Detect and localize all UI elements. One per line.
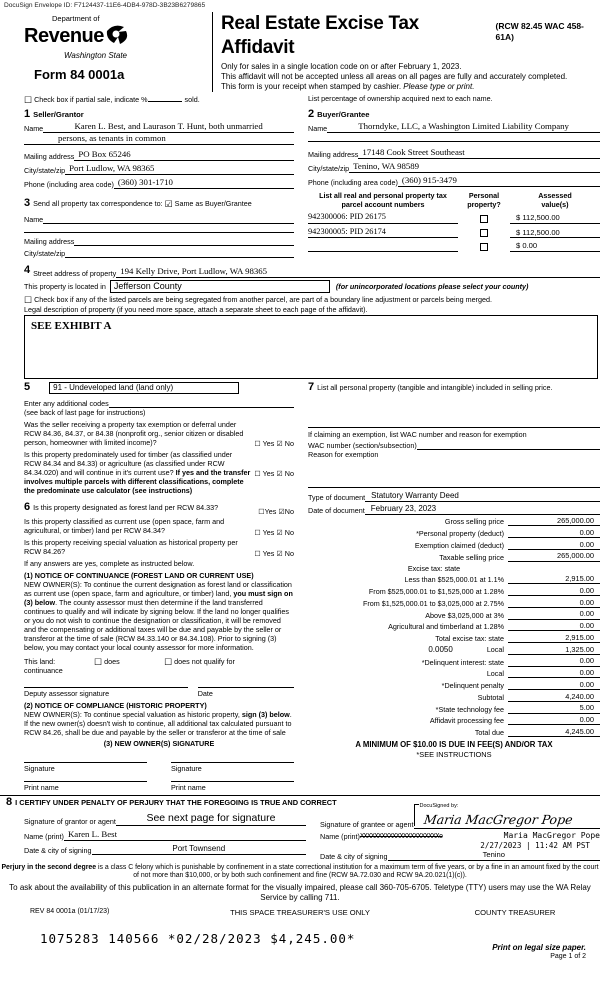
parcel-number-field[interactable]: 942300005: PID 26174	[308, 227, 458, 238]
personal-property-checkbox[interactable]	[480, 229, 488, 237]
assessed-value-field[interactable]: $ 112,500.00	[510, 213, 600, 223]
personal-property-intro: List all personal property (tangible and intangible) included in selling price.	[317, 382, 553, 392]
grantee-signature-cursive: Maria MacGregor Pope	[422, 812, 574, 828]
deputy-assessor-signature-line[interactable]: Deputy assessor signature	[24, 687, 188, 698]
header-note-2: This affidavit will not be accepted unless all areas on all pages are fully and accurately completed.	[221, 71, 568, 81]
current-use-question: Is this property classified as current use (open space, farm and agricultural, or timber) land per RCW 84.34?	[24, 517, 225, 536]
seller-phone-label: Phone (including area code)	[24, 180, 114, 190]
grantor-signature-label: Signature of grantor or agent	[24, 817, 116, 827]
docusign-envelope-id: DocuSign Envelope ID: F7124437-11E6-4DB4-978D-3B23B6279865	[4, 2, 206, 9]
buyer-name-label: Name	[308, 124, 328, 134]
correspondence-name-label: Name	[24, 215, 44, 225]
parcel-row	[308, 241, 600, 251]
correspondence-name-field[interactable]	[43, 216, 294, 224]
segregated-checkbox[interactable]: ☐	[24, 294, 33, 305]
treasurer-stamp: 1075283 140566 *02/28/2023 $4,245.00*	[40, 931, 356, 947]
correspondence-mailing-label: Mailing address	[24, 237, 75, 247]
notice-2-title: (2) NOTICE OF COMPLIANCE (HISTORIC PROPERTY)	[24, 701, 207, 711]
tax-row: Subtotal 4,240.00	[308, 692, 600, 702]
does-not-label: does not qualify for	[174, 657, 235, 667]
section-2-buyer	[308, 108, 600, 258]
section-6-num: 6	[24, 500, 31, 513]
buyer-city-label: City/state/zip	[308, 164, 350, 174]
section-2-num: 2	[308, 107, 315, 120]
grantee-name-struck: XXXXXXXXXXXXXXXXXXXXXXo	[359, 832, 443, 841]
buyer-name-field[interactable]: Thorndyke, LLC, a Washington Limited Liability Company	[327, 121, 600, 133]
timber-question: Is this property predominately used for timber (as classified under RCW 84.34 and 84.33) or agriculture (as classified under RCW 84.34.020) and will continue in it's current use? If yes and the transfer involves multiple parcels with different classifications, complete the predominate use calculator (see instructions)	[24, 449, 251, 495]
section-5-num: 5	[24, 380, 31, 393]
tax-row: From $1,525,000.01 to $3,025,000 at 2.75% 0.00	[308, 598, 600, 608]
current-use-yesno[interactable]: ☐ Yes ☑ No	[254, 528, 294, 538]
dor-logo-icon	[104, 29, 130, 51]
tax-row: Total excise tax: state 2,915.00	[308, 633, 600, 643]
forest-yesno[interactable]: ☐Yes ☑No	[258, 507, 294, 517]
form-number: Form 84 0001a	[34, 66, 125, 82]
land-use-code-select[interactable]: 91 - Undeveloped land (land only)	[49, 382, 239, 394]
print-legal-note: Print on legal size paper.	[492, 943, 586, 953]
local-rate: 0.0050	[428, 644, 453, 654]
docusign-tag: DocuSigned by:	[419, 803, 459, 810]
tax-row: *Delinquent penalty 0.00	[308, 680, 600, 690]
buyer-mailing-label: Mailing address	[308, 150, 359, 160]
tax-value: 0.00	[508, 680, 600, 690]
segregated-label: Check box if any of the listed parcels are being segregated from another parcel, are part of a boundary line adjustment or parcels being merged.	[34, 294, 492, 304]
exemption-note: If claiming an exemption, list WAC number and reason for exemption	[308, 429, 527, 439]
tax-value: 4,240.00	[508, 692, 600, 702]
legal-description-label: Legal description of property (if you need more space, attach a separate sheet to each page of the affidavit).	[24, 304, 368, 314]
forest-question: Is this property designated as forest land per RCW 84.33?	[33, 502, 219, 512]
see-instructions-note: *SEE INSTRUCTIONS	[416, 749, 492, 759]
section-3	[24, 197, 294, 211]
page-number: Page 1 of 2	[550, 953, 586, 961]
partial-sale-checkbox[interactable]: ☐	[24, 94, 33, 105]
accessibility-note: To ask about the availability of this publication in an alternate format for the visually impaired, please call 360-705-6705. Teletype (TTY) users may use the WA Relay Service by calling 711.	[9, 883, 591, 902]
right-column	[308, 381, 600, 793]
personal-property-checkbox[interactable]	[480, 215, 488, 223]
seller-city-field[interactable]: Port Ludlow, WA 98365	[65, 163, 294, 175]
grantee-datetime: 2/27/2023 | 11:42 AM PST	[480, 840, 590, 850]
tax-row: Taxable selling price 265,000.00	[308, 551, 600, 561]
tax-row: *State technology fee 5.00	[308, 703, 600, 713]
tax-row: From $525,000.01 to $1,525,000 at 1.28% 0.00	[308, 586, 600, 596]
ownership-note: List percentage of ownership acquired next to each name.	[308, 93, 493, 103]
tax-value: 0.00	[508, 586, 600, 596]
doc-type-field[interactable]: Statutory Warranty Deed	[365, 491, 600, 502]
dept-of-label: Department of	[52, 14, 100, 24]
page-title: Real Estate Excise Tax Affidavit	[221, 13, 419, 58]
tax-value: 265,000.00	[508, 551, 600, 561]
buyer-phone-field[interactable]: (360) 915-3479	[398, 175, 600, 187]
tax-row: Agricultural and timberland at 1.28% 0.00	[308, 621, 600, 631]
does-not-checkbox[interactable]: ☐	[164, 657, 173, 668]
exemption-question: Was the seller receiving a property tax exemption or deferral under RCW 84.36, 84.37, or 84.38 (nonprofit org., senior citizen or disabled person, homeowner with limited income)?	[24, 419, 244, 447]
reason-exemption-label: Reason for exemption	[308, 449, 379, 459]
historic-question: Is this property receiving special valuation as historical property per RCW 84.26?	[24, 538, 238, 557]
title-rcw-ref: (RCW 82.45 WAC 458-61A)	[495, 21, 584, 42]
header-note-1: Only for sales in a single location code on or after February 1, 2023.	[221, 61, 462, 71]
street-address-label: Street address of property	[33, 268, 117, 278]
assessed-value-field[interactable]: $ 0.00	[510, 241, 600, 251]
tax-value: 0.00	[508, 540, 600, 550]
grantee-name-label: Name (print)	[320, 831, 360, 841]
doc-type-label: Type of document	[308, 492, 366, 502]
continuance-label: continuance	[24, 666, 63, 676]
reason-blank-area[interactable]	[308, 459, 600, 485]
legal-description-value: SEE EXHIBIT A	[31, 319, 112, 332]
header-divider	[212, 12, 213, 92]
tax-value: 4,245.00	[508, 727, 600, 737]
notice-1-body: NEW OWNER(S): To continue the current designation as forest land or classification as current use (open space, farm and agriculture, or timber) land, you must sign on (3) below. The county assessor must then determine if the land transferred continues to qualify and will indicate by signing below. If the land no longer qualifies or you do not wish to continue the designation or classification, it will be removed and the compensating or additional taxes will be due and payable by the seller or transferor at the time of sale (RCW 84.33.140 or 84.34.108). Prior to signing (3) below, you may contact your local county assessor for more information.	[24, 580, 293, 653]
tax-row: Affidavit processing fee 0.00	[308, 715, 600, 725]
notice-2-body: NEW OWNER(S): To continue special valuation as historic property, sign (3) below. If the new owner(s) doesn't wish to continue, all additional tax calculated pursuant to RCW 84.26, shall be due and payable by the seller or transferor at the time of sale	[24, 710, 292, 738]
certify-statement: I CERTIFY UNDER PENALTY OF PERJURY THAT THE FOREGOING IS TRUE AND CORRECT	[15, 798, 337, 808]
section-4	[24, 264, 600, 379]
tax-row: Total due 4,245.00	[308, 727, 600, 737]
partial-sale-percent-field[interactable]	[148, 94, 182, 102]
correspondence-mailing-field[interactable]	[74, 238, 294, 246]
county-note: (for unincorporated locations please select your county)	[335, 281, 529, 291]
county-select[interactable]: Jefferson County	[110, 280, 330, 293]
street-address-field[interactable]: 194 Kelly Drive, Port Ludlow, WA 98365	[116, 266, 600, 278]
wac-number-label: WAC number (section/subsection)	[308, 440, 417, 450]
tax-row: Exemption claimed (deduct) 0.00	[308, 540, 600, 550]
perjury-statement: Perjury in the second degree is a class C felony which is punishable by confinement in a state correctional institution for a maximum term of five years, or by a fine in an amount fixed by the court of not more than $10,000, or by both such confinement and fine (RCW 9A.72.030 and RCW 9A.20.021(1)(c)).	[1, 863, 599, 880]
seller-mailing-field[interactable]: PO Box 65246	[74, 149, 294, 161]
tax-value: 5.00	[508, 703, 600, 713]
tax-row: *Personal property (deduct) 0.00	[308, 528, 600, 538]
section-7-num: 7	[308, 380, 315, 393]
grantee-date-field[interactable]: Tenino	[388, 850, 600, 860]
exemption-yesno[interactable]: ☐ Yes ☑ No	[254, 439, 294, 449]
personal-property-checkbox[interactable]	[480, 243, 488, 251]
seller-name-field-2: persons, as tenants in common	[58, 133, 166, 144]
section-3-label: Send all property tax correspondence to:	[33, 199, 163, 209]
section-3-num: 3	[24, 197, 31, 210]
tax-value: 0.00	[508, 656, 600, 666]
personal-property-blank-area[interactable]	[308, 395, 600, 425]
new-owner-printname-line[interactable]: Print name	[24, 781, 147, 792]
notice-3-title: (3) NEW OWNER(S) SIGNATURE	[103, 739, 215, 749]
revenue-wordmark: Revenue	[24, 24, 104, 47]
seller-name-label: Name	[24, 124, 44, 134]
parcel-table-header: List all real and personal property tax parcel account numbers Personal property? Assessed value(s)	[319, 191, 572, 210]
grantee-name-field[interactable]: Maria MacGregor Pope	[503, 830, 600, 840]
correspondence-city-label: City/state/zip	[24, 249, 66, 259]
additional-codes-label: Enter any additional codes	[24, 398, 109, 408]
grantor-name-field[interactable]: Karen L. Best	[64, 829, 306, 841]
section-1-seller	[24, 108, 294, 258]
notice-1-title: (1) NOTICE OF CONTINUANCE (FOREST LAND OR CURRENT USE)	[24, 571, 254, 581]
tax-row: Local 0.00	[308, 668, 600, 678]
tax-value: 1,325.00	[508, 645, 600, 655]
tax-row: Less than $525,000.01 at 1.1% 2,915.00	[308, 574, 600, 584]
grantor-date-field[interactable]: Port Townsend	[92, 844, 306, 855]
historic-yesno[interactable]: ☐ Yes ☑ No	[254, 549, 294, 559]
assessed-value-field[interactable]: $ 112,500.00	[510, 228, 600, 238]
section-2-title: Buyer/Grantee	[317, 109, 370, 119]
timber-yesno[interactable]: ☐ Yes ☑ No	[254, 468, 294, 478]
located-in-label: This property is located in	[24, 281, 106, 291]
parcel-row	[308, 227, 600, 238]
legal-description-box[interactable]	[24, 315, 598, 379]
does-checkbox[interactable]: ☐	[94, 657, 103, 668]
minimum-due-note: A MINIMUM OF $10.00 IS DUE IN FEE(S) AND/OR TAX	[355, 740, 553, 750]
tax-value: 0.00	[508, 621, 600, 631]
tax-value: 0.00	[508, 715, 600, 725]
tax-row: *Delinquent interest: state 0.00	[308, 656, 600, 666]
buyer-phone-label: Phone (including area code)	[308, 178, 398, 188]
county-treasurer-label: COUNTY TREASURER	[474, 907, 556, 917]
seller-phone-field[interactable]: (360) 301-1710	[114, 177, 294, 189]
tax-value: 265,000.00	[508, 516, 600, 526]
instruct-note: If any answers are yes, complete as instructed below.	[24, 559, 195, 569]
same-as-buyer-checkbox[interactable]: ☑	[164, 199, 173, 210]
doc-date-label: Date of document	[308, 505, 365, 515]
rev-number: REV 84 0001a (01/17/23)	[30, 907, 110, 915]
washington-state-label: Washington State	[64, 50, 128, 60]
tax-value: 0.00	[508, 528, 600, 538]
this-land-label: This land:	[24, 657, 56, 667]
codes-note: (see back of last page for instructions)	[24, 407, 146, 417]
partial-sale-sold: sold.	[184, 94, 200, 104]
grantee-signature-label: Signature of grantee or agent	[320, 819, 414, 829]
deputy-date-line[interactable]: Date	[198, 687, 294, 698]
section-8-num: 8	[6, 796, 13, 809]
buyer-mailing-field[interactable]: 17148 Cook Street Southeast	[358, 147, 600, 159]
left-column	[24, 381, 294, 793]
header-note-3: This form is your receipt when stamped by cashier. Please type or print.	[221, 81, 475, 91]
seller-name-field[interactable]: Karen L. Best, and Laurason T. Hunt, both unmarried	[43, 121, 294, 133]
section-4-num: 4	[24, 264, 31, 277]
doc-date-field[interactable]: February 23, 2023	[365, 504, 600, 515]
docusign-bracket	[414, 804, 419, 826]
tax-value: 0.00	[508, 609, 600, 619]
tax-row-local: 0.0050 Local 1,325.00	[308, 645, 600, 655]
grantor-signature-field[interactable]: See next page for signature	[116, 812, 306, 826]
new-owner-printname-line[interactable]: Print name	[171, 781, 294, 792]
section-1-num: 1	[24, 107, 31, 120]
seller-mailing-label: Mailing address	[24, 152, 75, 162]
does-label: does	[104, 657, 120, 667]
grantee-date-label: Date & city of signing	[320, 851, 388, 861]
grantee-signature-field[interactable]	[414, 803, 600, 829]
grantor-date-label: Date & city of signing	[24, 846, 92, 856]
tax-row: Gross selling price 265,000.00	[308, 516, 600, 526]
grantor-name-label: Name (print)	[24, 832, 64, 842]
new-owner-signature-line[interactable]: Signature	[24, 762, 147, 773]
section-8	[6, 796, 600, 860]
section-1-title: Seller/Grantor	[33, 109, 84, 119]
form-header	[24, 12, 600, 92]
tax-row: Above $3,025,000 at 3% 0.00	[308, 609, 600, 619]
buyer-city-field[interactable]: Tenino, WA 98589	[349, 161, 600, 173]
parcel-number-field[interactable]: 942300006: PID 26175	[308, 212, 458, 223]
parcel-row	[308, 212, 600, 223]
additional-codes-field[interactable]	[109, 400, 294, 408]
wac-number-field[interactable]	[417, 442, 600, 450]
same-as-buyer-label: Same as Buyer/Grantee	[174, 199, 252, 209]
parcel-number-field[interactable]	[308, 251, 458, 252]
seller-city-label: City/state/zip	[24, 166, 66, 176]
correspondence-city-field[interactable]	[65, 250, 294, 258]
partial-sale-label: Check box if partial sale, indicate %	[34, 94, 148, 104]
tax-value: 0.00	[508, 598, 600, 608]
tax-value: 2,915.00	[508, 574, 600, 584]
new-owner-signature-line[interactable]: Signature	[171, 762, 294, 773]
treasurer-space-label: THIS SPACE TREASURER'S USE ONLY	[230, 907, 370, 917]
tax-value: 0.00	[508, 668, 600, 678]
excise-tax-state-header: Excise tax: state	[407, 563, 461, 573]
tax-value: 2,915.00	[508, 633, 600, 643]
